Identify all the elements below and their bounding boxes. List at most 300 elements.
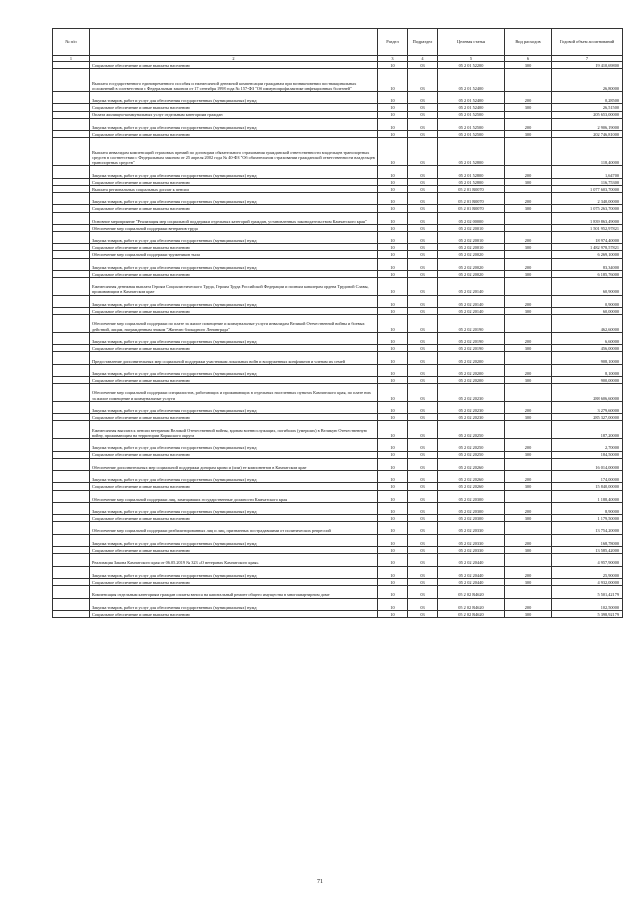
row-podrazdel-cell: 03 [408, 421, 438, 439]
table-row [53, 295, 623, 307]
row-expense-type-cell [505, 421, 552, 439]
row-razdel-cell: 10 [378, 138, 408, 166]
row-amount-cell: 8,90000 [552, 502, 623, 514]
table-row [53, 547, 623, 554]
row-razdel-cell: 10 [378, 308, 408, 315]
row-razdel-cell: 10 [378, 232, 408, 244]
row-amount-cell: 83,34000 [552, 258, 623, 270]
row-expense-type-cell: 200 [505, 166, 552, 178]
row-amount-cell: 0,28500 [552, 92, 623, 104]
row-number-cell [53, 401, 90, 413]
table-row [53, 308, 623, 315]
row-razdel-cell: 10 [378, 69, 408, 92]
row-number-cell [53, 224, 90, 231]
row-target-article-cell: 05 2 02 20440 [438, 566, 505, 578]
table-row [53, 364, 623, 376]
row-number-cell [53, 364, 90, 376]
row-number-cell [53, 315, 90, 333]
row-razdel-cell: 10 [378, 104, 408, 111]
row-target-article-cell: 05 2 01 52400 [438, 69, 505, 92]
row-number-cell [53, 295, 90, 307]
row-amount-cell: 168,78000 [552, 534, 623, 546]
table-row [53, 458, 623, 470]
row-podrazdel-cell: 03 [408, 185, 438, 192]
row-number-cell [53, 166, 90, 178]
row-razdel-cell: 10 [378, 490, 408, 502]
row-podrazdel-cell: 03 [408, 451, 438, 458]
row-target-article-cell: 05 2 02 20200 [438, 377, 505, 384]
row-target-article-cell: 05 2 01 52800 [438, 178, 505, 185]
row-number-cell [53, 502, 90, 514]
row-target-article-cell: 05 2 02 20300 [438, 502, 505, 514]
row-amount-cell: 5 398,92179 [552, 610, 623, 617]
row-number-cell [53, 439, 90, 451]
row-podrazdel-cell: 03 [408, 138, 438, 166]
row-amount-cell: 18 974,40000 [552, 232, 623, 244]
row-amount-cell: 60,00000 [552, 308, 623, 315]
row-razdel-cell: 10 [378, 384, 408, 402]
row-target-article-cell: 05 2 02 20230 [438, 384, 505, 402]
row-target-article-cell: 05 2 02 R4620 [438, 598, 505, 610]
row-target-article-cell: 05 2 02 20190 [438, 332, 505, 344]
row-name-cell: Оплата жилищно-коммунальных услуг отдельным категориям граждан [90, 111, 378, 118]
row-podrazdel-cell: 03 [408, 534, 438, 546]
table-row [53, 69, 623, 92]
table-row [53, 118, 623, 130]
row-target-article-cell: 05 2 02 20250 [438, 451, 505, 458]
row-number-cell [53, 534, 90, 546]
row-number-cell [53, 515, 90, 522]
row-razdel-cell: 10 [378, 534, 408, 546]
row-amount-cell: 4 957,90000 [552, 554, 623, 566]
table-row [53, 232, 623, 244]
row-number-cell [53, 377, 90, 384]
table-row [53, 62, 623, 69]
row-name-cell: Закупка товаров, работ и услуг для обеспечения государственных (муниципальных) нужд [90, 166, 378, 178]
row-target-article-cell: 05 2 02 20230 [438, 401, 505, 413]
row-target-article-cell: 05 2 02 20260 [438, 483, 505, 490]
row-number-cell [53, 278, 90, 296]
row-amount-cell: 285 327,00000 [552, 414, 623, 421]
row-name-cell: Социальное обеспечение и иные выплаты населению [90, 131, 378, 138]
row-expense-type-cell [505, 224, 552, 231]
table-row [53, 244, 623, 251]
row-expense-type-cell: 300 [505, 270, 552, 277]
row-amount-cell: 908,10000 [552, 352, 623, 364]
row-number-cell [53, 598, 90, 610]
row-expense-type-cell: 200 [505, 598, 552, 610]
row-amount-cell: 900,00000 [552, 377, 623, 384]
row-target-article-cell: 05 2 02 20010 [438, 224, 505, 231]
row-amount-cell: 26,51500 [552, 104, 623, 111]
header-razdel: Раздел [378, 29, 408, 56]
row-expense-type-cell [505, 352, 552, 364]
row-name-cell: Социальное обеспечение и иные выплаты населению [90, 308, 378, 315]
row-expense-type-cell: 300 [505, 515, 552, 522]
row-podrazdel-cell: 03 [408, 118, 438, 130]
row-razdel-cell: 10 [378, 185, 408, 192]
row-expense-type-cell [505, 554, 552, 566]
row-name-cell: Обеспечение мер социальной поддержки тружеников тыла [90, 251, 378, 258]
row-razdel-cell: 10 [378, 332, 408, 344]
row-podrazdel-cell: 03 [408, 384, 438, 402]
row-target-article-cell: 05 2 02 20260 [438, 458, 505, 470]
header-number: № п/п [53, 29, 90, 56]
row-target-article-cell: 05 2 01 52800 [438, 138, 505, 166]
row-podrazdel-cell: 03 [408, 522, 438, 534]
row-expense-type-cell [505, 586, 552, 598]
row-razdel-cell: 10 [378, 515, 408, 522]
row-name-cell: Социальное обеспечение и иные выплаты населению [90, 451, 378, 458]
row-razdel-cell: 10 [378, 451, 408, 458]
row-podrazdel-cell: 03 [408, 554, 438, 566]
row-number-cell [53, 185, 90, 192]
table-row [53, 598, 623, 610]
row-target-article-cell: 05 2 02 20330 [438, 547, 505, 554]
row-number-cell [53, 332, 90, 344]
row-razdel-cell: 10 [378, 439, 408, 451]
row-amount-cell: 2 906,19000 [552, 118, 623, 130]
row-razdel-cell: 10 [378, 178, 408, 185]
row-name-cell: Социальное обеспечение и иные выплаты населению [90, 515, 378, 522]
row-amount-cell: 6,60000 [552, 332, 623, 344]
row-razdel-cell: 10 [378, 598, 408, 610]
row-expense-type-cell: 200 [505, 534, 552, 546]
header-target-article: Целевая статья [438, 29, 505, 56]
table-row [53, 352, 623, 364]
row-name-cell: Закупка товаров, работ и услуг для обеспечения государственных (муниципальных) нужд [90, 193, 378, 205]
row-amount-cell: 116,75300 [552, 178, 623, 185]
row-expense-type-cell [505, 212, 552, 224]
row-target-article-cell: 05 2 02 20010 [438, 244, 505, 251]
column-number: 4 [408, 56, 438, 62]
row-podrazdel-cell: 03 [408, 598, 438, 610]
header-podrazdel: Подраздел [408, 29, 438, 56]
row-razdel-cell: 10 [378, 522, 408, 534]
row-razdel-cell: 10 [378, 244, 408, 251]
column-number: 1 [53, 56, 90, 62]
table-row [53, 439, 623, 451]
row-number-cell [53, 62, 90, 69]
row-razdel-cell: 10 [378, 278, 408, 296]
row-razdel-cell: 10 [378, 458, 408, 470]
table-row [53, 483, 623, 490]
row-target-article-cell: 05 2 01 52500 [438, 111, 505, 118]
table-row [53, 270, 623, 277]
row-target-article-cell: 05 2 01 52500 [438, 118, 505, 130]
row-razdel-cell: 10 [378, 610, 408, 617]
row-number-cell [53, 118, 90, 130]
row-expense-type-cell [505, 458, 552, 470]
row-name-cell: Закупка товаров, работ и услуг для обеспечения государственных (муниципальных) нужд [90, 232, 378, 244]
row-expense-type-cell [505, 138, 552, 166]
table-row [53, 451, 623, 458]
row-expense-type-cell: 300 [505, 579, 552, 586]
row-podrazdel-cell: 03 [408, 308, 438, 315]
row-podrazdel-cell: 03 [408, 270, 438, 277]
column-number: 3 [378, 56, 408, 62]
row-expense-type-cell: 300 [505, 62, 552, 69]
row-expense-type-cell: 300 [505, 610, 552, 617]
row-razdel-cell: 10 [378, 586, 408, 598]
table-row [53, 610, 623, 617]
table-body [53, 56, 623, 618]
table-row [53, 401, 623, 413]
row-expense-type-cell: 300 [505, 308, 552, 315]
column-number: 7 [552, 56, 623, 62]
row-number-cell [53, 414, 90, 421]
row-name-cell: Ежемесячная денежная выплата Героям Социалистического Труда, Героям Труда Российской Федерации и полным кавалерам ордена Трудовой Славы, проживающим в Камчатском крае [90, 278, 378, 296]
row-name-cell: Обеспечение мер социальной поддержки лиц, замещавших государственные должности Камчатского края [90, 490, 378, 502]
row-podrazdel-cell: 03 [408, 69, 438, 92]
row-expense-type-cell: 200 [505, 232, 552, 244]
row-amount-cell: 202 746,81000 [552, 131, 623, 138]
row-amount-cell: 1 179,50000 [552, 515, 623, 522]
row-podrazdel-cell: 03 [408, 586, 438, 598]
row-podrazdel-cell: 03 [408, 166, 438, 178]
row-name-cell: Обеспечение мер социальной поддержки реабилитированных лиц и лиц, признанных пострадавшими от политических репрессий [90, 522, 378, 534]
column-number: 5 [438, 56, 505, 62]
row-podrazdel-cell: 03 [408, 401, 438, 413]
row-podrazdel-cell: 03 [408, 458, 438, 470]
row-podrazdel-cell: 03 [408, 515, 438, 522]
table-row [53, 566, 623, 578]
row-razdel-cell: 10 [378, 166, 408, 178]
row-amount-cell: 1 075 263,70000 [552, 205, 623, 212]
row-amount-cell: 6 185,76000 [552, 270, 623, 277]
row-expense-type-cell: 300 [505, 483, 552, 490]
row-name-cell: Обеспечение мер социальной поддержки специалистов, работающих и проживающих в отдельных населенных пунктах Камчатского края, по плате них за жилое помещение и коммунальные услуги [90, 384, 378, 402]
row-razdel-cell: 10 [378, 131, 408, 138]
row-target-article-cell: 05 2 01 52500 [438, 131, 505, 138]
row-name-cell: Закупка товаров, работ и услуг для обеспечения государственных (муниципальных) нужд [90, 92, 378, 104]
row-target-article-cell: 05 2 02 R4620 [438, 586, 505, 598]
row-target-article-cell: 05 2 02 20250 [438, 421, 505, 439]
row-name-cell: Социальное обеспечение и иные выплаты населению [90, 547, 378, 554]
row-podrazdel-cell: 03 [408, 224, 438, 231]
row-razdel-cell: 10 [378, 295, 408, 307]
row-name-cell: Закупка товаров, работ и услуг для обеспечения государственных (муниципальных) нужд [90, 502, 378, 514]
row-podrazdel-cell: 03 [408, 212, 438, 224]
row-podrazdel-cell: 03 [408, 332, 438, 344]
row-podrazdel-cell: 03 [408, 251, 438, 258]
row-target-article-cell: 05 2 02 20300 [438, 515, 505, 522]
row-number-cell [53, 178, 90, 185]
row-name-cell: Закупка товаров, работ и услуг для обеспечения государственных (муниципальных) нужд [90, 364, 378, 376]
row-razdel-cell: 10 [378, 502, 408, 514]
row-number-cell [53, 131, 90, 138]
row-podrazdel-cell: 03 [408, 364, 438, 376]
row-number-cell [53, 483, 90, 490]
row-number-cell [53, 92, 90, 104]
row-number-cell [53, 104, 90, 111]
row-target-article-cell: 05 2 02 20190 [438, 315, 505, 333]
row-amount-cell: 8,10000 [552, 364, 623, 376]
row-razdel-cell: 10 [378, 554, 408, 566]
row-expense-type-cell [505, 251, 552, 258]
row-expense-type-cell: 300 [505, 451, 552, 458]
row-expense-type-cell: 200 [505, 332, 552, 344]
row-podrazdel-cell: 03 [408, 610, 438, 617]
row-amount-cell: 1 077 603,70000 [552, 185, 623, 192]
table-row [53, 384, 623, 402]
row-target-article-cell: 05 2 02 20260 [438, 471, 505, 483]
row-expense-type-cell: 200 [505, 364, 552, 376]
row-target-article-cell: 05 2 02 20020 [438, 251, 505, 258]
row-podrazdel-cell: 03 [408, 345, 438, 352]
row-podrazdel-cell: 03 [408, 579, 438, 586]
row-expense-type-cell: 200 [505, 258, 552, 270]
table-row [53, 421, 623, 439]
row-razdel-cell: 10 [378, 258, 408, 270]
row-target-article-cell: 05 2 02 20010 [438, 232, 505, 244]
row-podrazdel-cell: 03 [408, 232, 438, 244]
row-name-cell: Реализация Закона Камчатского края от 06.05.2019 № 323 «О ветеранах Камчатского края» [90, 554, 378, 566]
row-razdel-cell: 10 [378, 414, 408, 421]
row-name-cell: Выплата региональных социальных доплат к пенсии [90, 185, 378, 192]
row-name-cell: Закупка товаров, работ и услуг для обеспечения государственных (муниципальных) нужд [90, 598, 378, 610]
row-number-cell [53, 212, 90, 224]
row-podrazdel-cell: 03 [408, 92, 438, 104]
row-target-article-cell: 05 2 02 20140 [438, 295, 505, 307]
row-amount-cell: 19 410,69800 [552, 62, 623, 69]
table-row [53, 515, 623, 522]
row-number-cell [53, 111, 90, 118]
row-number-cell [53, 308, 90, 315]
row-expense-type-cell: 300 [505, 345, 552, 352]
table-row [53, 315, 623, 333]
row-amount-cell: 25,90000 [552, 566, 623, 578]
row-expense-type-cell: 300 [505, 131, 552, 138]
row-expense-type-cell: 200 [505, 295, 552, 307]
row-amount-cell: 5 501,42179 [552, 586, 623, 598]
row-podrazdel-cell: 03 [408, 258, 438, 270]
row-number-cell [53, 69, 90, 92]
row-amount-cell: 205 653,00000 [552, 111, 623, 118]
row-name-cell: Выплата инвалидам компенсаций страховых премий по договорам обязательного страхования гражданской ответственности владельцев транспортных средств в соответствии с Федеральным законом от 25 апреля 2002 года № 40-ФЗ "Об обязательном страховании гражданской ответственности владельцев транспортных средств" [90, 138, 378, 166]
row-expense-type-cell: 200 [505, 118, 552, 130]
table-row [53, 193, 623, 205]
column-number: 6 [505, 56, 552, 62]
table-row [53, 185, 623, 192]
row-podrazdel-cell: 03 [408, 62, 438, 69]
table-row [53, 111, 623, 118]
row-razdel-cell: 10 [378, 377, 408, 384]
row-expense-type-cell: 200 [505, 193, 552, 205]
row-amount-cell: 1,64700 [552, 166, 623, 178]
row-podrazdel-cell: 03 [408, 352, 438, 364]
row-expense-type-cell: 300 [505, 244, 552, 251]
row-name-cell: Социальное обеспечение и иные выплаты населению [90, 579, 378, 586]
row-expense-type-cell [505, 490, 552, 502]
table-row [53, 138, 623, 166]
header-annual-amount: Годовой объем ассигнований [552, 29, 623, 56]
row-target-article-cell: 05 2 02 20200 [438, 352, 505, 364]
row-amount-cell: 15 840,00000 [552, 483, 623, 490]
row-amount-cell: 16 014,00000 [552, 458, 623, 470]
row-podrazdel-cell: 03 [408, 377, 438, 384]
row-name-cell: Обеспечение дополнительных мер социальной поддержки донорам крови и (или) ее компонентов в Камчатском крае [90, 458, 378, 470]
row-podrazdel-cell: 03 [408, 104, 438, 111]
row-razdel-cell: 10 [378, 193, 408, 205]
row-name-cell: Закупка товаров, работ и услуг для обеспечения государственных (муниципальных) нужд [90, 118, 378, 130]
row-expense-type-cell: 300 [505, 414, 552, 421]
row-target-article-cell: 05 2 01 52400 [438, 104, 505, 111]
row-target-article-cell: 05 2 02 20200 [438, 364, 505, 376]
row-podrazdel-cell: 03 [408, 178, 438, 185]
row-name-cell: Компенсация отдельным категориям граждан оплаты взноса на капитальный ремонт общего имущества в многоквартирном доме [90, 586, 378, 598]
row-target-article-cell: 05 2 02 20230 [438, 414, 505, 421]
row-razdel-cell: 10 [378, 566, 408, 578]
row-number-cell [53, 554, 90, 566]
row-amount-cell: 187,20000 [552, 421, 623, 439]
row-amount-cell: 118,40000 [552, 138, 623, 166]
row-number-cell [53, 251, 90, 258]
row-name-cell: Закупка товаров, работ и услуг для обеспечения государственных (муниципальных) нужд [90, 566, 378, 578]
row-number-cell [53, 205, 90, 212]
row-target-article-cell: 05 2 02 R4620 [438, 610, 505, 617]
row-name-cell: Социальное обеспечение и иные выплаты населению [90, 205, 378, 212]
row-amount-cell: 184,50000 [552, 451, 623, 458]
row-number-cell [53, 421, 90, 439]
table-row [53, 104, 623, 111]
row-name-cell: Ежемесячная выплата к пенсии ветеранам Великой Отечественной войны, вдовам военнослужащих, погибших (умерших) в Великую Отечественную войну, проживающим на территории Корякского округа [90, 421, 378, 439]
row-razdel-cell: 10 [378, 579, 408, 586]
table-row [53, 278, 623, 296]
row-number-cell [53, 522, 90, 534]
row-target-article-cell: 05 2 02 20190 [438, 345, 505, 352]
row-podrazdel-cell: 03 [408, 566, 438, 578]
row-expense-type-cell: 300 [505, 104, 552, 111]
row-podrazdel-cell: 03 [408, 547, 438, 554]
row-name-cell: Социальное обеспечение и иные выплаты населению [90, 610, 378, 617]
row-target-article-cell: 05 2 01 52800 [438, 166, 505, 178]
table-row [53, 345, 623, 352]
row-number-cell [53, 270, 90, 277]
row-podrazdel-cell: 03 [408, 193, 438, 205]
row-number-cell [53, 458, 90, 470]
row-expense-type-cell: 300 [505, 547, 552, 554]
table-row [53, 212, 623, 224]
row-name-cell: Социальное обеспечение и иные выплаты населению [90, 178, 378, 185]
table-row [53, 586, 623, 598]
row-target-article-cell: 05 2 01 R0070 [438, 185, 505, 192]
row-razdel-cell: 10 [378, 118, 408, 130]
row-target-article-cell: 05 2 02 20140 [438, 308, 505, 315]
row-amount-cell: 2,70000 [552, 439, 623, 451]
row-podrazdel-cell: 03 [408, 414, 438, 421]
row-target-article-cell: 05 2 01 52400 [438, 92, 505, 104]
row-expense-type-cell: 200 [505, 401, 552, 413]
row-amount-cell: 60,90000 [552, 278, 623, 296]
row-target-article-cell: 05 2 02 00000 [438, 212, 505, 224]
row-number-cell [53, 138, 90, 166]
table-row [53, 178, 623, 185]
row-number-cell [53, 384, 90, 402]
row-name-cell: Основное мероприятие "Реализация мер социальной поддержки отдельных категорий граждан, установленных законодательством Камчатского края" [90, 212, 378, 224]
table-row [53, 166, 623, 178]
row-razdel-cell: 10 [378, 315, 408, 333]
row-amount-cell: 26,80000 [552, 69, 623, 92]
row-target-article-cell: 05 2 01 R0070 [438, 205, 505, 212]
row-podrazdel-cell: 03 [408, 278, 438, 296]
row-name-cell: Социальное обеспечение и иные выплаты населению [90, 244, 378, 251]
row-name-cell: Закупка товаров, работ и услуг для обеспечения государственных (муниципальных) нужд [90, 401, 378, 413]
table-row [53, 490, 623, 502]
row-name-cell: Выплата государственного единовременного пособия и ежемесячной денежной компенсации гражданам при возникновении поствакцинальных осложнений в соответствии с Федеральным законом от 17 сентября 1998 года № 157-ФЗ "Об иммунопрофилактике инфекционных болезней" [90, 69, 378, 92]
row-expense-type-cell: 200 [505, 502, 552, 514]
row-podrazdel-cell: 03 [408, 131, 438, 138]
